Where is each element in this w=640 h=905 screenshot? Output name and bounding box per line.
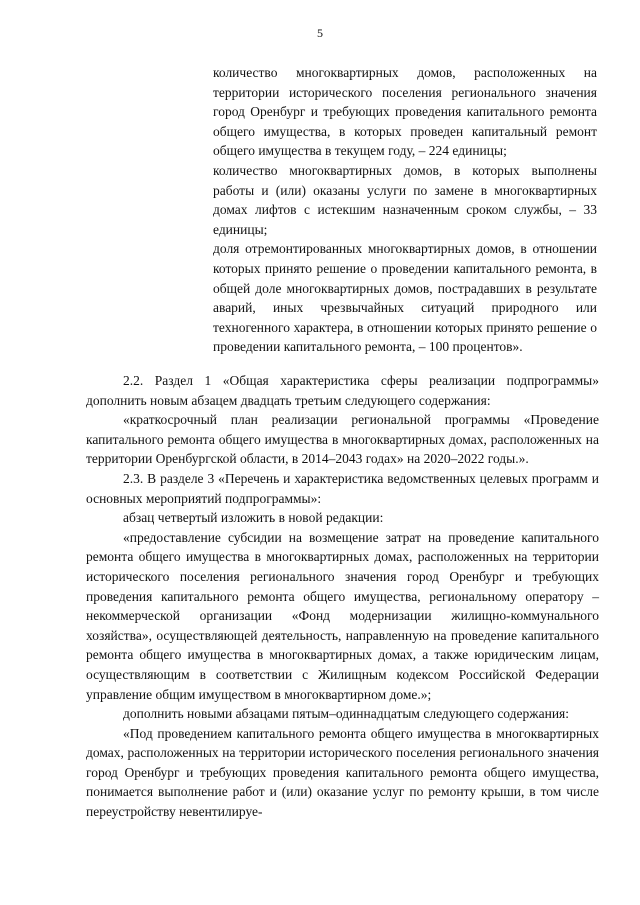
quoted-paragraph: «Под проведением капитального ремонта общего имущества в многоквартирных домах, расположенных на территории исторического поселения регионального значения город Оренбург и требующих проведения капитального ремонта общего имущества, понимается выполнение работ и (или) оказание услуг по ремонту крыши, в том числе переустройству невентилируе- <box>86 725 599 820</box>
indicator-item: доля отремонтированных многоквартирных домов, в отношении которых принято решение о проведении капитального ремонта, в общей доле многоквартирных домов, пострадавших в результате аварий, иных чрезвычайных ситуаций природного или техногенного характера, в отношении которых принято решение о проведении капитального ремонта, – 100 процентов». <box>213 241 597 355</box>
indicator-item: количество многоквартирных домов, расположенных на территории исторического поселения регионального значения город Оренбург и требующих проведения капитального ремонта общего имущества, в которых проведен капитальный ремонт общего имущества в текущем году, – 224 единицы; <box>213 65 597 159</box>
indicator-item: количество многоквартирных домов, в которых выполнены работы и (или) оказаны услуги по замене в многоквартирных домах лифтов с истекшим назначенным сроком службы, – 33 единицы; <box>213 162 597 237</box>
paragraph-2-2: 2.2. Раздел 1 «Общая характеристика сферы реализации подпрограммы» дополнить новым абзацем двадцать третьим следующего содержания: <box>86 373 599 408</box>
quoted-paragraph: «предоставление субсидии на возмещение затрат на проведение капитального ремонта общего имущества в многоквартирных домах, расположенных на территории исторического поселения регионального значения город Оренбург и требующих проведения капитального ремонта общего имущества, региональному оператору – некоммерческой организации «Фонд модернизации жилищно-коммунального хозяйства», осуществляющей деятельность, направленную на проведение капитального ремонта общего имущества в многоквартирных домах, а также юридическим лицам, осуществляющим в соответствии с Жилищным кодексом Российской Федерации управление общим имуществом в многоквартирном доме.»; <box>86 529 599 702</box>
indicator-list <box>213 63 597 357</box>
paragraph: абзац четвертый изложить в новой редакции: <box>123 510 384 526</box>
document-body <box>86 371 599 822</box>
paragraph: дополнить новыми абзацами пятым–одиннадцатым следующего содержания: <box>123 706 570 722</box>
quoted-paragraph: «краткосрочный план реализации региональной программы «Проведение капитального ремонта общего имущества в многоквартирных домах, расположенных на территории Оренбургской области, в 2014–2043 годах» на 2020–2022 годы.». <box>86 412 599 467</box>
page-number: 5 <box>317 26 323 40</box>
paragraph-2-3: 2.3. В разделе 3 «Перечень и характеристика ведомственных целевых программ и основных мероприятий подпрограммы»: <box>86 470 599 506</box>
